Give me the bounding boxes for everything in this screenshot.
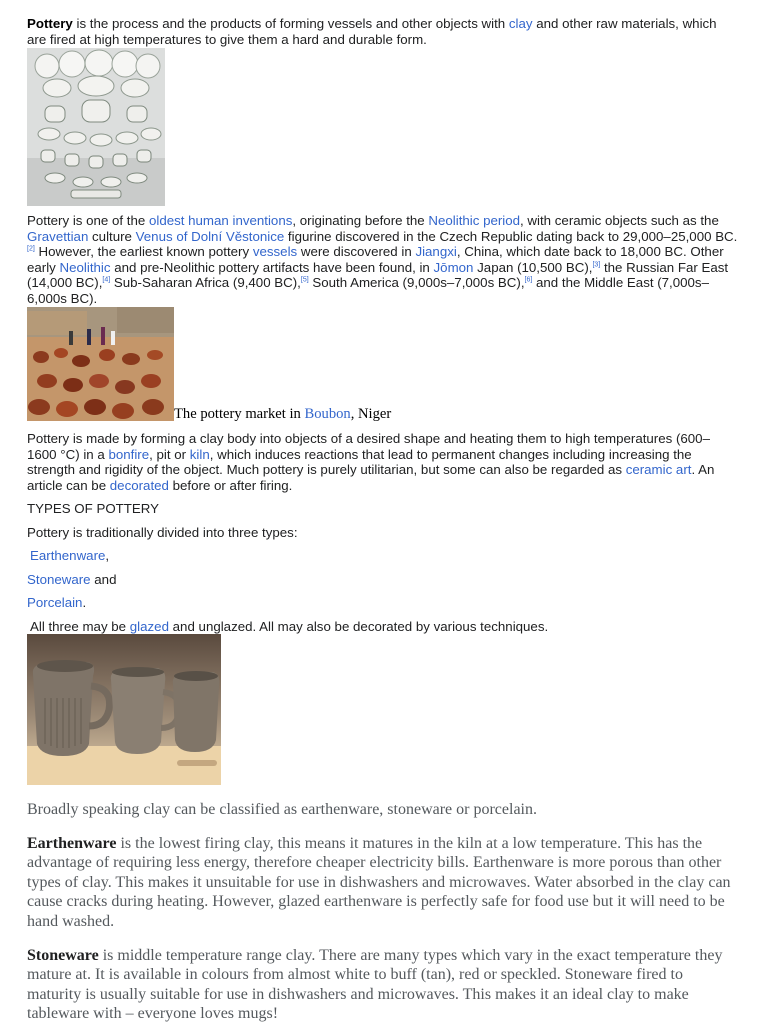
stoneware-paragraph: Stoneware is middle temperature range clay. There are many types which vary in the exact temperature they mature at. It is available in colours from almost white to buff (tan), red or speckled. Stoneware fired to maturity is usually suitable for use in dishwashers and microwaves. This makes it an ideal clay to make tableware with – everyone loves mugs! — [27, 947, 723, 1023]
link-stoneware[interactable]: Stoneware — [27, 572, 91, 587]
link-glazed[interactable]: glazed — [129, 619, 169, 634]
history-paragraph: Pottery is one of the oldest human inventions, originating before the Neolithic period, with ceramic objects such as the Gravettian culture Venus of Dolní Věstonice figurine discovered in the Czech Republic dating back to 29,000–25,000 BC.[2] However, the earliest known pottery vessels were discovered in Jiangxi, China, which date back to 18,000 BC. Other early Neolithic and pre-Neolithic pottery artifacts have been found, in Jōmon Japan (10,500 BC),[3] the Russian Far East (14,000 BC),[4] Sub-Saharan Africa (9,400 BC),[5] South America (9,000s–7,000s BC),[6] and the Middle East (7,000s–6,000s BC). — [27, 213, 738, 306]
citation-4[interactable]: [4] — [102, 276, 111, 284]
market-caption: The pottery market in Boubon, Niger — [174, 406, 392, 422]
type-item-earthenware: Earthenware, — [30, 548, 110, 563]
link-oldest-human-inventions[interactable]: oldest human inventions — [148, 213, 293, 228]
citation-3[interactable]: [3] — [592, 261, 601, 269]
market-figure — [27, 307, 739, 421]
link-neolithic[interactable]: Neolithic — [59, 259, 111, 275]
mugs-image — [27, 634, 221, 785]
link-clay[interactable]: clay — [508, 16, 533, 31]
link-bonfire[interactable]: bonfire — [108, 446, 150, 462]
dinnerware-set-image — [27, 48, 165, 206]
citation-6[interactable]: [6] — [524, 276, 533, 284]
intro-paragraph: Pottery is the process and the products of forming vessels and other objects with clay and other raw materials, which are fired at high temperatures to give them a hard and durable form. — [27, 16, 717, 47]
type-item-porcelain: Porcelain. — [27, 595, 87, 610]
link-kiln[interactable]: kiln — [189, 446, 210, 462]
link-earthenware[interactable]: Earthenware — [30, 548, 106, 563]
process-paragraph: Pottery is made by forming a clay body into objects of a desired shape and heating them to high temperatures (600–1600 °C) in a bonfire, pit or kiln, which induces reactions that lead to permanent changes including increasing the strength and rigidity of the object. Much pottery is purely utilitarian, but some can also be regarded as ceramic art. An article can be decorated before or after firing. — [27, 431, 715, 493]
type-item-stoneware: Stoneware and — [27, 572, 117, 587]
link-neolithic-period[interactable]: Neolithic period — [428, 213, 521, 228]
citation-2[interactable]: [2] — [27, 245, 35, 253]
link-boubon[interactable]: Boubon — [304, 406, 351, 422]
pottery-market-image — [27, 307, 174, 421]
link-decorated[interactable]: decorated — [109, 477, 169, 493]
link-vessels[interactable]: vessels — [252, 244, 298, 260]
link-jomon[interactable]: Jōmon — [433, 259, 474, 275]
types-intro: Pottery is traditionally divided into three types: — [27, 525, 298, 540]
link-porcelain[interactable]: Porcelain — [27, 595, 83, 610]
section-heading-types: TYPES OF POTTERY — [27, 501, 160, 516]
intro-bold-term: Pottery — [27, 16, 73, 31]
link-gravettian[interactable]: Gravettian — [27, 228, 89, 244]
link-venus-of-dolni-vestonice[interactable]: Venus of Dolní Věstonice — [135, 228, 285, 244]
link-ceramic-art[interactable]: ceramic art — [625, 462, 692, 478]
earthenware-paragraph: Earthenware is the lowest firing clay, this means it matures in the kiln at a low temperature. This has the advantage of requiring less energy, therefore cheaper electricity bills. Earthenware is more porous than other types of clay. This makes it unsuitable for use in dishwashers and microwaves. Water absorbed in the clay can cause cracks during heating. However, glazed earthenware is perfectly safe for food use but it will need to be hand washed. — [27, 835, 731, 930]
citation-5[interactable]: [5] — [300, 276, 309, 284]
link-jiangxi[interactable]: Jiangxi — [415, 244, 457, 260]
clay-classification: Broadly speaking clay can be classified as earthenware, stoneware or porcelain. — [27, 801, 537, 818]
stoneware-term: Stoneware — [27, 947, 99, 964]
earthenware-term: Earthenware — [27, 835, 117, 852]
glaze-note: All three may be glazed and unglazed. All may also be decorated by various techniques. — [30, 619, 549, 634]
